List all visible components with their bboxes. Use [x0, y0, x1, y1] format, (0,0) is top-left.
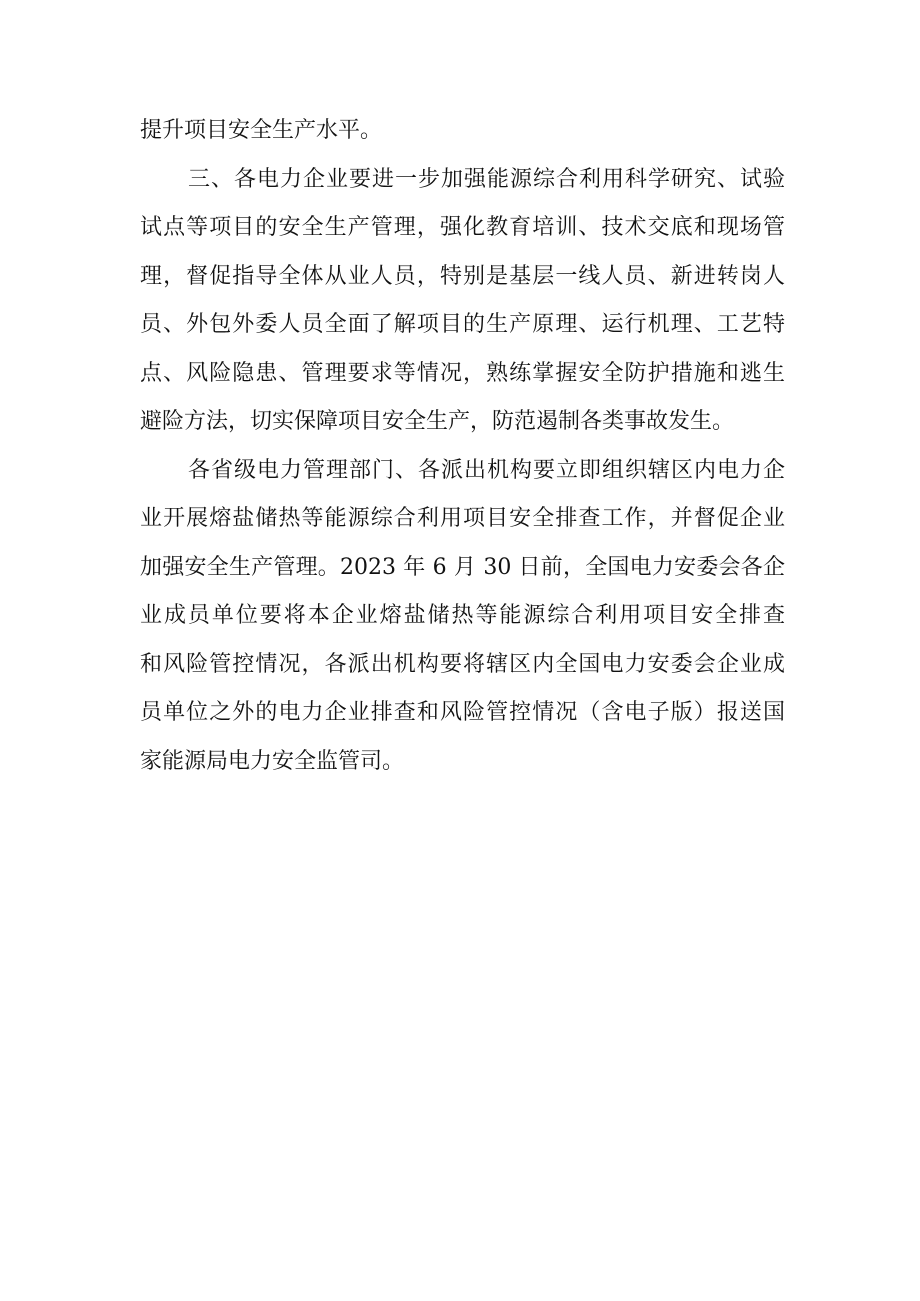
paragraph-1-line-1: 提升项目安全生产水平。 [140, 118, 383, 143]
paragraph-3-line-4: 业成员单位要将本企业熔盐储热等能源综合利用项目安全排查 [140, 603, 785, 628]
paragraph-3-line-2: 业开展熔盐储热等能源综合利用项目安全排查工作，并督促企业 [140, 506, 785, 531]
paragraph-3-line-7: 家能源局电力安全监管司。 [140, 748, 405, 774]
paragraph-2-line-1: 三、各电力企业要进一步加强能源综合利用科学研究、试验 [188, 166, 785, 192]
document-body [140, 107, 785, 786]
paragraph-3-line-3: 加强安全生产管理。2023 年 6 月 30 日前，全国电力安委会各企 [140, 554, 785, 580]
paragraph-2-line-2: 试点等项目的安全生产管理，强化教育培训、技术交底和现场管 [140, 215, 785, 240]
paragraph-2-line-3: 理，督促指导全体从业人员，特别是基层一线人员、新进转岗人 [140, 263, 785, 289]
paragraph-3-line-5: 和风险管控情况，各派出机构要将辖区内全国电力安委会企业成 [140, 651, 785, 677]
paragraph-2-line-5: 点、风险隐患、管理要求等情况，熟练掌握安全防护措施和逃生 [140, 360, 785, 386]
paragraph-3-line-1: 各省级电力管理部门、各派出机构要立即组织辖区内电力企 [188, 457, 785, 483]
paragraph-2-line-4: 员、外包外委人员全面了解项目的生产原理、运行机理、工艺特 [140, 312, 785, 337]
paragraph-3-line-6: 员单位之外的电力企业排查和风险管控情况（含电子版）报送国 [140, 700, 785, 725]
paragraph-2-line-6: 避险方法，切实保障项目安全生产，防范遏制各类事故发生。 [140, 409, 735, 434]
